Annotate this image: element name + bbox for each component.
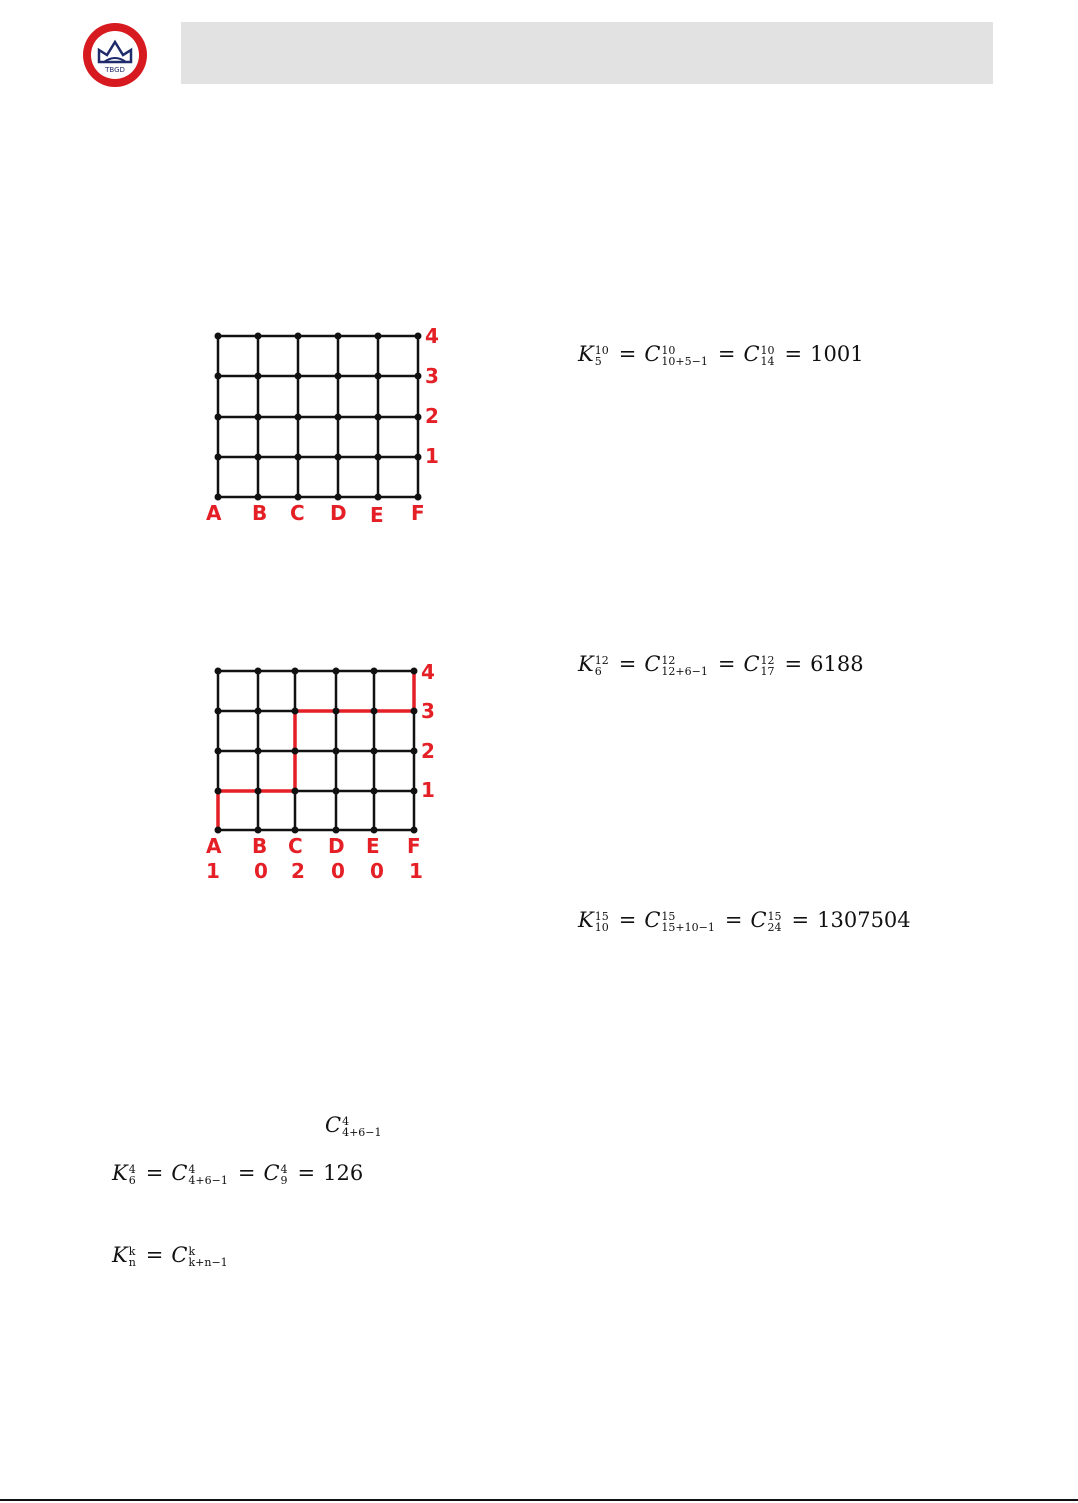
lattice-point bbox=[292, 748, 299, 755]
lattice-point bbox=[255, 708, 262, 715]
lattice-point bbox=[255, 454, 262, 461]
col-label-a: A bbox=[206, 501, 222, 525]
count-b: 0 bbox=[254, 859, 268, 883]
svg-text:TBGD: TBGD bbox=[105, 66, 125, 74]
formula-general: K k n = C k k+n−1 bbox=[112, 1243, 228, 1269]
lattice-point bbox=[375, 373, 382, 380]
lattice-point bbox=[415, 373, 422, 380]
lattice-point bbox=[371, 748, 378, 755]
row-label-1: 1 bbox=[421, 778, 435, 802]
count-c: 2 bbox=[291, 859, 305, 883]
lattice-point bbox=[375, 494, 382, 501]
col-label-e: E bbox=[370, 503, 384, 527]
lattice-point bbox=[371, 668, 378, 675]
lattice-point bbox=[292, 668, 299, 675]
header-bar bbox=[181, 22, 993, 84]
formula-5: K 4 6 = C 4 4+6−1 = C 4 9 = 126 bbox=[112, 1161, 364, 1187]
lattice-point bbox=[333, 827, 340, 834]
row-label-3: 3 bbox=[421, 699, 435, 723]
lattice-point bbox=[292, 788, 299, 795]
lattice-grid-2 bbox=[196, 656, 446, 888]
lattice-point bbox=[335, 333, 342, 340]
lattice-point bbox=[215, 788, 222, 795]
lattice-point bbox=[215, 454, 222, 461]
lattice-point bbox=[215, 333, 222, 340]
formula-1: K 10 5 = C 10 10+5−1 = C 10 14 = 1001 bbox=[578, 342, 864, 368]
lattice-point bbox=[371, 827, 378, 834]
lattice-point bbox=[255, 748, 262, 755]
lattice-point bbox=[292, 708, 299, 715]
col-label-b: B bbox=[252, 834, 268, 858]
lattice-grid-1 bbox=[196, 322, 446, 528]
lattice-point bbox=[255, 827, 262, 834]
row-label-2: 2 bbox=[421, 739, 435, 763]
lattice-point bbox=[333, 668, 340, 675]
row-label-4: 4 bbox=[421, 660, 435, 684]
col-label-c: C bbox=[290, 501, 305, 525]
lattice-point bbox=[333, 788, 340, 795]
lattice-point bbox=[415, 454, 422, 461]
col-label-c: C bbox=[288, 834, 303, 858]
row-label-3: 3 bbox=[425, 364, 439, 388]
lattice-point bbox=[411, 788, 418, 795]
lattice-point bbox=[295, 373, 302, 380]
lattice-point bbox=[215, 748, 222, 755]
lattice-point bbox=[415, 494, 422, 501]
count-a: 1 bbox=[206, 859, 220, 883]
col-label-d: D bbox=[330, 501, 347, 525]
lattice-point bbox=[335, 494, 342, 501]
col-label-d: D bbox=[328, 834, 345, 858]
lattice-point bbox=[215, 494, 222, 501]
lattice-point bbox=[335, 373, 342, 380]
lattice-point bbox=[295, 414, 302, 421]
lattice-point bbox=[411, 827, 418, 834]
lattice-point bbox=[255, 788, 262, 795]
formula-4: C 4 4+6−1 bbox=[325, 1113, 382, 1139]
lattice-point bbox=[255, 373, 262, 380]
lattice-point bbox=[375, 454, 382, 461]
lattice-point bbox=[215, 708, 222, 715]
lattice-point bbox=[375, 414, 382, 421]
col-label-f: F bbox=[407, 834, 421, 858]
col-label-e: E bbox=[366, 834, 380, 858]
count-e: 0 bbox=[370, 859, 384, 883]
lattice-point bbox=[335, 414, 342, 421]
lattice-point bbox=[295, 494, 302, 501]
lattice-point bbox=[333, 748, 340, 755]
lattice-point bbox=[255, 333, 262, 340]
publisher-logo bbox=[82, 22, 148, 88]
lattice-point bbox=[292, 827, 299, 834]
formula-2: K 12 6 = C 12 12+6−1 = C 12 17 = 6188 bbox=[578, 652, 864, 678]
count-f: 1 bbox=[409, 859, 423, 883]
formula-3: K 15 10 = C 15 15+10−1 = C 15 24 = 1307504 bbox=[578, 908, 911, 934]
lattice-point bbox=[411, 708, 418, 715]
lattice-point bbox=[295, 454, 302, 461]
lattice-point bbox=[255, 414, 262, 421]
lattice-point bbox=[215, 668, 222, 675]
lattice-point bbox=[411, 668, 418, 675]
col-label-b: B bbox=[252, 501, 268, 525]
lattice-point bbox=[371, 788, 378, 795]
lattice-point bbox=[333, 708, 340, 715]
bottom-rule bbox=[0, 1499, 1078, 1501]
row-label-1: 1 bbox=[425, 444, 439, 468]
row-label-4: 4 bbox=[425, 324, 439, 348]
lattice-point bbox=[375, 333, 382, 340]
lattice-point bbox=[255, 668, 262, 675]
lattice-point bbox=[415, 333, 422, 340]
lattice-point bbox=[215, 414, 222, 421]
lattice-point bbox=[215, 373, 222, 380]
row-label-2: 2 bbox=[425, 404, 439, 428]
lattice-point bbox=[415, 414, 422, 421]
col-label-a: A bbox=[206, 834, 222, 858]
lattice-point bbox=[295, 333, 302, 340]
count-d: 0 bbox=[331, 859, 345, 883]
lattice-point bbox=[335, 454, 342, 461]
lattice-point bbox=[371, 708, 378, 715]
col-label-f: F bbox=[411, 501, 425, 525]
lattice-point bbox=[411, 748, 418, 755]
lattice-point bbox=[215, 827, 222, 834]
lattice-point bbox=[255, 494, 262, 501]
